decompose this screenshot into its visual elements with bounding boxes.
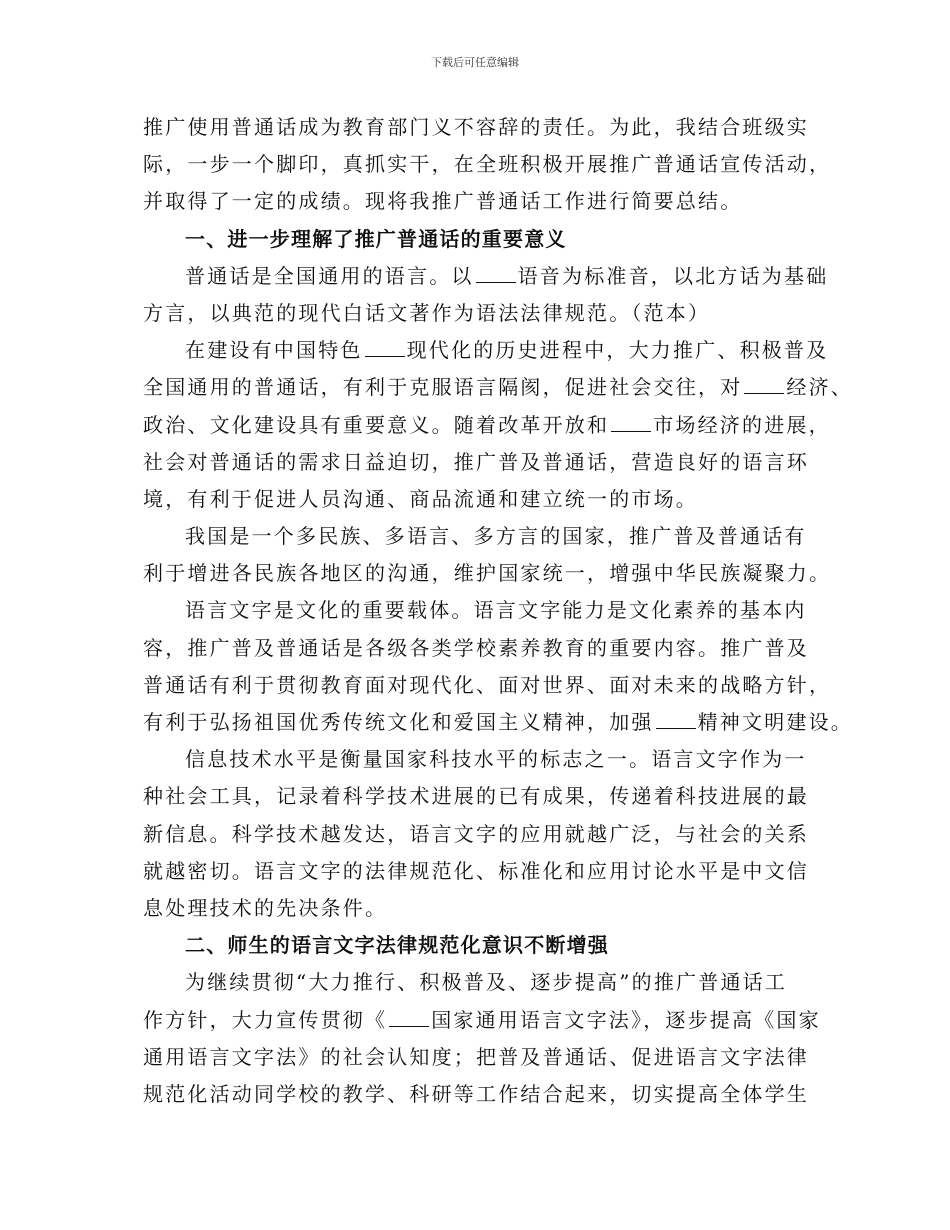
text-segment: 有利于弘扬祖国优秀传统文化和爱国主义精神，加强 <box>143 710 654 734</box>
text-line: 为继续贯彻“大力推行、积极普及、逐步提高”的推广普通话工 <box>185 970 788 995</box>
text-line: 社会对普通话的需求日益迫切，推广普及普通话，营造良好的语言环 <box>143 449 809 474</box>
text-line: 际，一步一个脚印，真抓实干，在全班积极开展推广普通话宣传活动， <box>143 152 832 177</box>
text-segment: 政治、文化建设具有重要意义。随着改革开放和 <box>143 412 610 437</box>
blank-underline <box>744 377 784 394</box>
text-line: 信息技术水平是衡量国家科技水平的标志之一。语言文字作为一 <box>185 747 807 772</box>
text-line: 境，有利于促进人员沟通、商品流通和建立统一的市场。 <box>143 486 698 511</box>
text-line: 规范化活动同学校的教学、科研等工作结合起来，切实提高全体学生 <box>143 1081 809 1106</box>
text-line: 通用语言文字法》的社会认知度；把普及普通话、促进语言文字法律 <box>143 1044 809 1069</box>
text-segment: 市场经济的进展， <box>653 412 831 437</box>
text-segment: 经济、 <box>786 375 854 400</box>
text-line: 新信息。科学技术越发达，语言文字的应用就越广泛，与社会的关系 <box>143 821 809 846</box>
text-segment: 普通话是全国通用的语言。以 <box>185 263 474 288</box>
blank-underline <box>476 266 516 283</box>
text-line: 容，推广普及普通话是各级各类学校素养教育的重要内容。推广普及 <box>143 635 809 660</box>
text-line: 语言文字是文化的重要载体。语言文字能力是文化素养的基本内 <box>185 598 807 623</box>
text-segment: 语音为标准音，以北方话为基础 <box>517 263 829 288</box>
text-line <box>143 407 831 444</box>
text-line: 种社会工具，记录着科学技术进展的已有成果，传递着科技进展的最 <box>143 784 809 809</box>
text-segment: 在建设有中国特色 <box>185 338 363 363</box>
text-segment: 国家通用语言文字法》，逐步提高《国家 <box>431 1007 821 1032</box>
blank-underline <box>389 1010 429 1027</box>
text-line: 并取得了一定的成绩。现将我推广普通话工作进行简要总结。 <box>143 189 743 214</box>
text-line: 就越密切。语言文字的法律规范化、标准化和应用讨论水平是中文信 <box>143 858 809 883</box>
text-segment: 全国通用的普通话，有利于克服语言隔阂，促进社会交往，对 <box>143 375 743 400</box>
text-line: 我国是一个多民族、多语言、多方言的国家，推广普及普通话有 <box>185 524 807 549</box>
blank-underline <box>611 415 651 432</box>
text-line <box>143 258 829 295</box>
text-line: 息处理技术的先决条件。 <box>143 895 388 920</box>
text-line <box>143 1002 821 1039</box>
blank-underline <box>365 340 405 357</box>
section-heading-2: 二、师生的语言文字法律规范化意识不断增强 <box>185 933 609 958</box>
text-line <box>143 332 829 369</box>
section-heading-1: 一、进一步理解了推广普通话的重要意义 <box>185 226 567 251</box>
header-note: 下载后可任意编辑 <box>431 56 519 69</box>
text-line: 利于增进各民族各地区的沟通，维护国家统一，增强中华民族凝聚力。 <box>143 561 832 586</box>
body-text <box>143 109 854 1113</box>
blank-underline <box>656 712 696 729</box>
text-segment: 精神文明建设。 <box>697 710 854 734</box>
text-line: 普通话有利于贯彻教育面对现代化、面对世界、面对未来的战略方针， <box>143 672 832 697</box>
text-line: 推广使用普通话成为教育部门义不容辞的责任。为此，我结合班级实 <box>143 115 809 139</box>
text-line <box>143 369 854 406</box>
text-segment: 现代化的历史进程中，大力推广、积极普及 <box>406 338 829 363</box>
text-line: 方言，以典范的现代白话文著作为语法法律规范。（范本） <box>143 300 711 325</box>
text-line <box>143 704 854 741</box>
text-segment: 作方针，大力宣传贯彻《 <box>143 1007 388 1032</box>
